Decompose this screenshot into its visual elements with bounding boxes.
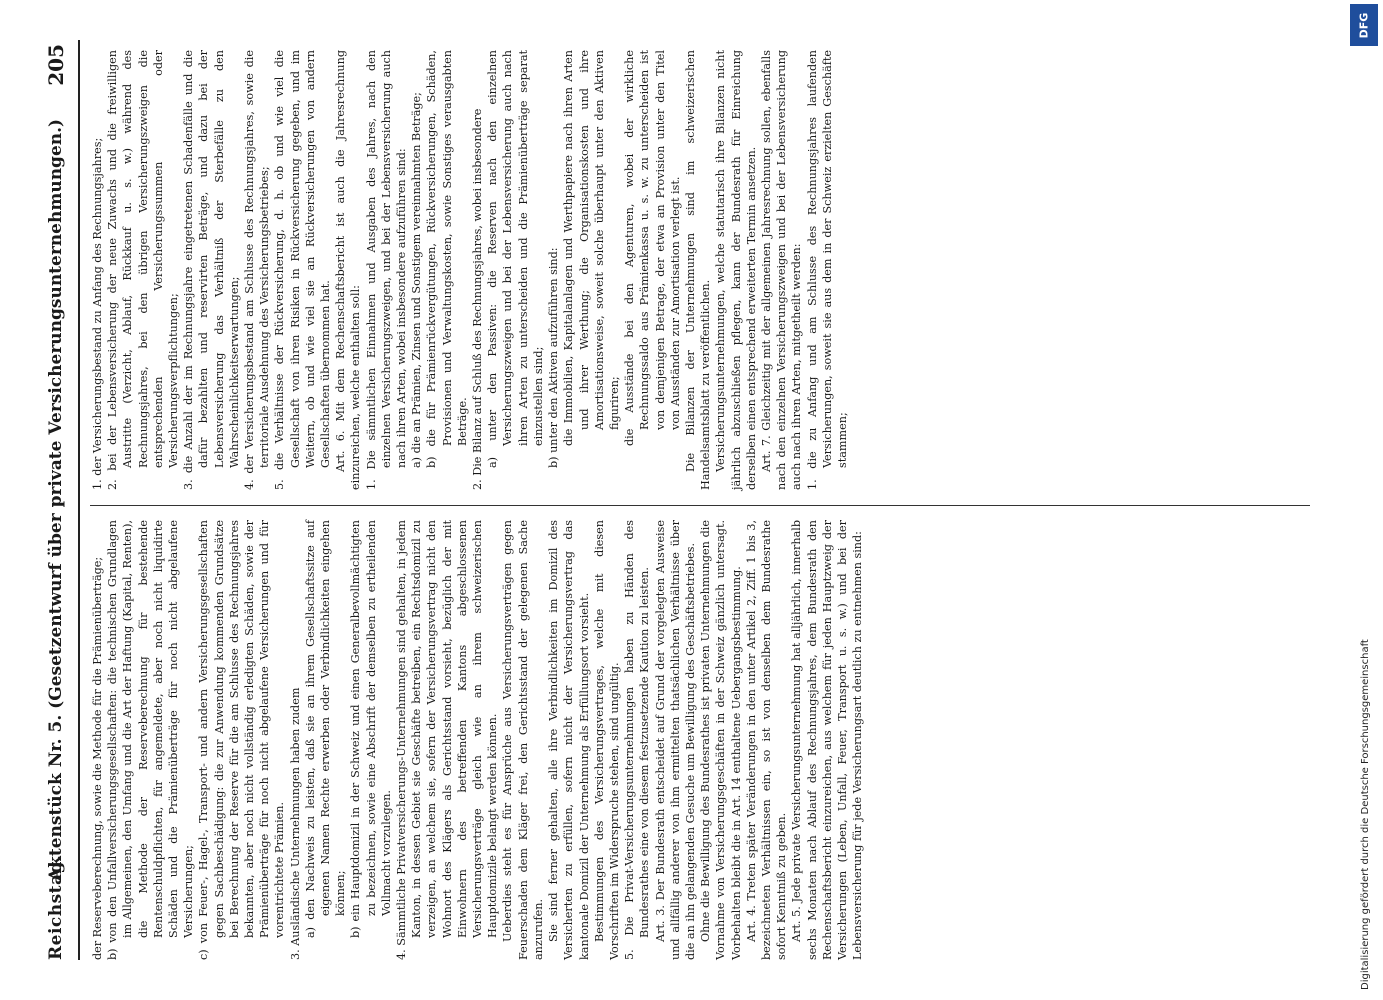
- paragraph: 2. bei der Lebensversicherung der neue Zuwachs und die freiwilligen Austritte (Verzicht, Ablauf, Rückkauf u. s. w.) während des Rechnungsjahres, bei den übrigen Versicherungszweigen die entsprechenden Versicherungssummen oder Versicherungsverpflichtungen;: [106, 50, 181, 490]
- left-column: [90, 520, 865, 960]
- paragraph: Bestimmungen des Versicherungsvertrages, welche mit diesen Vorschriften im Widerspruche stehen, sind ungültig.: [592, 520, 621, 960]
- paragraph: 2. Die Bilanz auf Schluß des Rechnungsjahres, wobei insbesondere: [471, 108, 485, 490]
- paragraph: a) unter den Passiven: die Reserven nach den einzelnen Versicherungszweigen und bei der Lebensversicherung auch nach ihren Arten zu unterscheiden und die Prämienüberträge separat einzustellen sind;: [486, 50, 545, 468]
- paragraph: 1. Die sämmtlichen Einnahmen und Ausgaben des Jahres, nach den einzelnen Versicherungszweigen, und bei der Lebensversicherung auch nach ihren Arten, wobei insbesondere aufzuführen sind:: [364, 50, 409, 490]
- paragraph: Art. 6. Mit dem Rechenschaftsbericht ist auch die Jahresrechnung einzureichen, welche enthalten soll:: [334, 50, 363, 490]
- paragraph: 3. die Anzahl der im Rechnungsjahre eingetretenen Schadenfälle und die dafür bezahlten und reservirten Beträge, und dazu bei der Lebensversicherung das Verhältniß der Sterbefälle zu den Wahrscheinlichkeitserwartungen;: [182, 50, 241, 490]
- dfg-logo: [1350, 4, 1378, 46]
- paragraph: Art. 7. Gleichzeitig mit der allgemeinen Jahresrechnung sollen, ebenfalls nach den einzelnen Versicherungszweigen und bei der Lebensversicherung auch nach ihren Arten, mitgetheilt werden:: [759, 50, 804, 490]
- paragraph: Art. 5. Jede private Versicherungsunternehmung hat alljährlich, innerhalb sechs Monaten nach Ablauf des Rechnungsjahres, dem Bundesrath den Rechenschaftsbericht einzureichen, aus welchem für jeden Hauptzweig der Versicherungen (Leben, Unfall, Feuer, Transport u. s. w.) und bei der Lebensversicherung für jede Versicherungsart deutlich zu entnehmen sind:: [790, 520, 865, 960]
- paragraph: 5. die Verhältnisse der Rückversicherung, d. h. ob und wie viel die Gesellschaft von ihren Risiken in Rückversicherung gegeben, und im Weitern, ob und wie viel sie an Rückversicherungen von andern Gesellschaften übernommen hat.: [273, 50, 333, 490]
- paragraph: Sie sind ferner gehalten, alle ihre Verbindlichkeiten im Domizil des Versicherten zu erfüllen, sofern nicht der Versicherungsvertrag das kantonale Domizil der Unternehmung als Erfüllungsort vorsieht.: [547, 520, 591, 960]
- paragraph: c) von Feuer-, Hagel-, Transport- und andern Versicherungsgesellschaften gegen Sachbeschädigung: die zur Anwendung kommenden Grundsätze bei Berechnung der Reserve für die am Schlusse des Rechnungsjahres bekannten, aber noch nicht vollständig erledigten Schäden, sowie der Prämienüberträge für noch nicht abgelaufene Versicherungen und für vorentrichtete Prämien.: [197, 520, 287, 960]
- paragraph: 3. Ausländische Unternehmungen haben zudem: [288, 687, 302, 960]
- paragraph: Ueberdies steht es für Ansprüche aus Versicherungsverträgen gegen Feuerschaden dem Kläger frei, den Gerichtsstand der gelegenen Sache anzurufen.: [501, 520, 545, 960]
- header-reichstag: Reichstag.: [46, 854, 66, 960]
- paragraph: b) die für Prämienrückvergütungen, Rückversicherungen, Schäden, Provisionen und Verwaltungskosten, sowie Sonstiges verausgabten Beträge.: [425, 50, 469, 468]
- right-column: [90, 50, 850, 490]
- paragraph: die Ausstände bei den Agenturen, wobei der wirkliche Rechnungssaldo aus Prämienkassa u. s. w. zu unterscheiden ist von demjenigen Betrage, der etwa an Provision unter den Titel von Ausständen zur Amortisation verlegt ist.: [623, 50, 682, 446]
- header-title: Aktenstück Nr. 5. (Gesetzentwurf über private Versicherungsunternehmungen.): [46, 118, 66, 882]
- paragraph: Art. 3. Der Bundesrath entscheidet auf Grund der vorgelegten Ausweise und allfällig anderer von ihm ermittelten thatsächlichen Verhältnisse über die an ihn gelangenden Gesuche um Bewilligung des Geschäftsbetriebes.: [653, 520, 697, 960]
- column-divider: [90, 505, 1310, 506]
- paragraph: die Immobilien, Kapitalanlagen und Werthpapiere nach ihren Arten und ihrer Werthung; die Organisationskosten und ihre Amortisationsweise, soweit solche überhaupt unter den Aktiven figuriren;: [562, 50, 621, 446]
- paragraph: Versicherungsunternehmungen, welche statutarisch ihre Bilanzen nicht jährlich abzuschließen pflegen, kann der Bundesrath für Einreichung derselben einen entsprechend erweiterten Termin ansetzen.: [714, 50, 758, 490]
- paragraph: 1. die zu Anfang und am Schlusse des Rechnungsjahres laufenden Versicherungen, soweit sie aus dem in der Schweiz erzielten Geschäfte stammen;: [805, 50, 849, 490]
- paragraph: 5. Die Privat-Versicherungsunternehmungen haben zu Händen des Bundesrathes eine von diesem festzusetzende Kaution zu leisten.: [623, 520, 652, 960]
- paragraph: 1. der Versicherungsbestand zu Anfang des Rechnungsjahres;: [91, 137, 104, 490]
- paragraph: b) von den Unfallversicherungsgesellschaften: die technischen Grundlagen im Allgemeinen, den Umfang und die Art der Haftung (Kapital, Renten), die Methode der Reserveberechnung für bestehende Rentenschuldpflichten, für angemeldete, aber noch nicht liquidirte Schäden und die Prämienüberträge für noch nicht abgelaufene Versicherungen;: [106, 520, 196, 960]
- page-header: [40, 40, 80, 960]
- paragraph: Art. 4. Treten später Veränderungen in den unter Artikel 2, Ziff. 1 bis 3, bezeichneten Verhältnissen ein, so ist von denselben dem Bundesrathe sofort Kenntniß zu geben.: [744, 520, 789, 960]
- paragraph: der Reserveberechnung, sowie die Methode für die Prämienüberträge;: [91, 556, 104, 960]
- page-number: 205: [44, 44, 68, 86]
- header-rule: [78, 40, 80, 960]
- paragraph: a) die an Prämien, Zinsen und Sonstigem vereinnahmten Beträge;: [410, 92, 424, 468]
- digitization-credit: Digitalisierung gefördert durch die Deutsche Forschungsgemeinschaft: [1360, 639, 1371, 990]
- paragraph: 4. der Versicherungsbestand am Schlusse des Rechnungsjahres, sowie die territoriale Ausdehnung des Versicherungsbetriebes;: [243, 50, 272, 490]
- paragraph: b) unter den Aktiven aufzuführen sind:: [547, 247, 561, 468]
- paragraph: Ohne die Bewilligung des Bundesrathes ist privaten Unternehmungen die Vornahme von Versicherungsgeschäften in der Schweiz gänzlich untersagt. Vorbehalten bleibt die in Art. 14 enthaltene Uebergangsbestimmung.: [699, 520, 743, 960]
- paragraph: Die Bilanzen der Unternehmungen sind im schweizerischen Handelsamtsblatt zu veröffentlichen.: [683, 50, 713, 490]
- rotated-document-page: [40, 40, 1340, 960]
- paragraph: b) ein Hauptdomizil in der Schweiz und einen Generalbevollmächtigten zu bezeichnen, sowie eine Abschrift der demselben zu ertheilenden Vollmacht vorzulegen.: [349, 520, 393, 938]
- paragraph: 4. Sämmtliche Privatversicherungs-Unternehmungen sind gehalten, in jedem Kanton, in dessen Gebiet sie Geschäfte betreiben, ein Rechtsdomizil zu verzeigen, an welchem sie, sofern der Versicherungsvertrag nicht den Wohnort des Klägers als Gerichtsstand vorsieht, bezüglich der mit Einwohnern des betreffenden Kantons abgeschlossenen Versicherungsverträge gleich wie an ihrem schweizerischen Hauptdomizile belangt werden können.: [395, 520, 500, 960]
- dfg-logo-text: DFG: [1357, 12, 1371, 38]
- paragraph: a) den Nachweis zu leisten, daß sie an ihrem Gesellschaftssitze auf eigenen Namen Rechte erwerben oder Verbindlichkeiten eingehen können;: [303, 520, 348, 938]
